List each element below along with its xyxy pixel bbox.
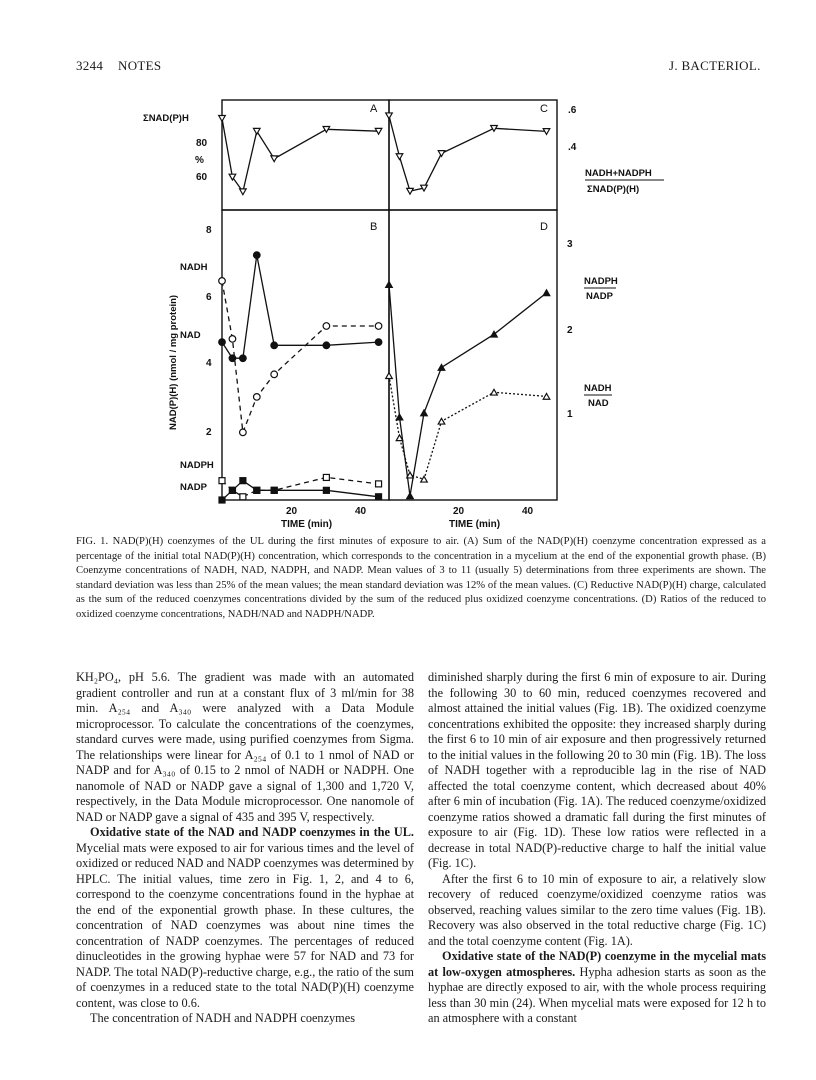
charge-numerator: NADH+NADPH: [585, 168, 652, 179]
ratio-nadph-num: NADPH: [584, 276, 618, 287]
data-point-b-1-6: [375, 339, 382, 346]
percent-label: %: [195, 155, 204, 166]
data-point-b-1-4: [271, 342, 278, 349]
data-point-d-1-2: [407, 472, 414, 478]
data-point-c-0-4: [438, 151, 445, 157]
data-point-b-2-2: [240, 494, 246, 500]
tick-d-3: 3: [567, 239, 573, 250]
data-point-b-0-3: [253, 394, 260, 401]
left-paragraph-2: [76, 825, 414, 1011]
ratio-nadh-num: NADH: [584, 383, 612, 394]
data-point-b-3-5: [323, 487, 329, 493]
data-point-b-3-4: [271, 487, 277, 493]
panel-letter-a: A: [370, 103, 378, 115]
series-line-a-0: [222, 118, 379, 191]
data-point-a-0-5: [323, 127, 330, 133]
x-tick-left-40: 40: [355, 506, 367, 517]
data-point-b-3-0: [219, 497, 225, 503]
plot-layer: [219, 113, 550, 503]
ratio-nadh-den: NAD: [588, 398, 609, 409]
tick-b-2: 2: [206, 427, 212, 438]
tick-c-04: .4: [568, 142, 577, 153]
series-line-d-0: [389, 285, 547, 496]
tick-d-1: 1: [567, 409, 573, 420]
data-point-c-0-3: [421, 185, 428, 191]
data-point-d-0-3: [421, 410, 428, 416]
data-point-c-0-2: [407, 188, 414, 194]
data-point-a-0-1: [229, 174, 236, 180]
data-point-c-0-6: [543, 129, 550, 135]
figure-caption: FIG. 1. NAD(P)(H) coenzymes of the UL during the first minutes of exposure to air. (A) Sum of the NAD(P)(H) coenzyme concentration expressed as a percentage of the initial total NAD(P)(H) concentration, which corresponds to the concentration in a mycelium at the end of the exponential growth phase. (B) Coenzyme concentrations of NADH, NAD, NADPH, and NADP. Mean values of 3 to 11 (usually 5) determinations from three experiments are shown. The standard deviation was less than 25% of the mean values; the mean standard deviation was 12% of the mean values. (C) Reductive NAD(P)(H) charge, calculated as the sum of the reduced coenzymes concentrations divided by the sum of the reduced plus oxidized coenzyme concentrations. (D) Ratios of the reduced to oxidized coenzyme concentrations, NADH/NAD and NADPH/NADP.: [76, 536, 766, 620]
panel-c-frame: [389, 100, 557, 210]
tick-d-2: 2: [567, 325, 573, 336]
y-axis-label-b: NAD(P)(H) (nmol / mg protein): [168, 294, 179, 430]
tick-a-80: 80: [196, 138, 208, 149]
data-point-d-1-0: [386, 373, 393, 379]
left-paragraph-3: The concentration of NADH and NADPH coenzymes: [90, 1011, 355, 1025]
section-heading-low-oxygen: Oxidative state of the NAD(P) coenzyme in the mycelial mats at low-oxygen atmospheres.: [428, 949, 766, 979]
figure-1: [0, 0, 816, 530]
data-point-b-0-1: [229, 336, 236, 343]
charge-denominator: ΣNAD(P)(H): [587, 184, 640, 195]
right-paragraph-1: diminished sharply during the first 6 min of exposure to air. During the following 30 to 60 min, reduced coenzymes recovered and almost attained the initial values (Fig. 1B). The oxidized coenzyme concentrations exhibited the opposite: they increased sharply during the first 6 to 10 min of air exposure and then progressively returned to the initial values in the following 20 to 30 min (Fig. 1B). The loss of NADH together with a reproducible lag in the rise of NAD affected the total coenzyme content, which decreased about 40% after 6 min of incubation (Fig. 1A). The reduced coenzyme/oxidized coenzyme ratios showed a dramatic fall during the first minutes of exposure to air (Fig. 1D). These low ratios were reflected in a decrease in total NAD(P)-reductive charge to half the initial value (Fig. 1C).: [428, 670, 766, 870]
right-column: [428, 670, 766, 1027]
x-tick-right-20: 20: [453, 506, 465, 517]
label-nad: NAD: [180, 330, 201, 341]
data-point-b-2-5: [323, 474, 329, 480]
panel-letter-c: C: [540, 103, 548, 115]
data-point-a-0-3: [253, 128, 260, 134]
label-nadp: NADP: [180, 482, 207, 493]
panel-b-frame: [222, 210, 389, 500]
panel-letter-b: B: [370, 221, 378, 233]
series-line-d-1: [389, 376, 547, 480]
x-axis-label-right: TIME (min): [449, 519, 501, 530]
data-point-b-1-5: [323, 342, 330, 349]
data-point-b-3-6: [376, 494, 382, 500]
data-point-b-2-0: [219, 478, 225, 484]
tick-a-60: 60: [196, 172, 208, 183]
label-nadph: NADPH: [180, 460, 214, 471]
data-point-b-1-0: [219, 339, 226, 346]
data-point-c-0-1: [396, 154, 403, 160]
data-point-b-3-1: [229, 487, 235, 493]
data-point-d-0-2: [407, 493, 414, 499]
data-point-b-0-4: [271, 371, 278, 378]
data-point-d-0-0: [386, 282, 393, 288]
sum-nadph-label: ΣNAD(P)H: [143, 113, 189, 124]
left-column: [76, 670, 414, 1027]
x-tick-right-40: 40: [522, 506, 534, 517]
data-point-c-0-0: [386, 113, 393, 119]
data-point-d-0-6: [543, 290, 550, 296]
data-point-b-0-2: [240, 429, 247, 436]
right-paragraph-3: [428, 949, 766, 1027]
panel-a-frame: [222, 100, 389, 210]
data-point-a-0-6: [375, 128, 382, 134]
data-point-b-0-0: [219, 278, 226, 285]
tick-b-8: 8: [206, 225, 212, 236]
data-point-b-0-5: [323, 323, 330, 330]
section-name: NOTES: [118, 58, 162, 73]
series-line-c-0: [389, 116, 547, 191]
left-paragraph-2-text: Mycelial mats were exposed to air for various times and the level of oxidized or reduced NAD and NADP coenzymes was determined by HPLC. The initial values, time zero in Fig. 1, 2, and 4 to 6, correspond to the coenzyme concentrations found in the hyphae at the end of the exponential growth phase. In these cultures, the concentration of NAD coenzymes was about nine times the concentration of NADP coenzymes. The percentages of reduced dinucleotides in the growing hyphae were 57 for NAD and 73 for NADP. The total NAD(P)-reductive charge, e.g., the ratio of the sum of coenzymes in a reduced state to the total NAD(P)(H) coenzyme content, was close to 0.6.: [76, 840, 414, 1010]
data-point-b-1-1: [229, 355, 236, 362]
data-point-d-1-3: [421, 476, 428, 482]
data-point-b-2-6: [376, 481, 382, 487]
data-point-d-1-5: [491, 389, 498, 395]
data-point-d-1-4: [438, 418, 445, 424]
page-number: 3244: [76, 58, 104, 73]
panel-d-frame: [389, 210, 557, 500]
right-paragraph-2: After the first 6 to 10 min of exposure to air, a relatively slow recovery of reduced coenzyme/oxidized coenzyme ratios was observed, reaching values similar to the zero time values (Fig. 1B). Recovery was also observed in the total reductive charge (Fig. 1C) and the total coenzyme content (Fig. 1A).: [428, 871, 766, 948]
data-point-b-0-6: [375, 323, 382, 330]
x-axis-label-left: TIME (min): [281, 519, 333, 530]
tick-b-4: 4: [206, 358, 212, 369]
series-line-b-1: [222, 255, 379, 358]
section-heading-ul: Oxidative state of the NAD and NADP coenzymes in the UL.: [90, 825, 414, 839]
left-paragraph-1: KH₂PO₄, pH 5.6. The gradient was made with an automated gradient controller and run at a constant flux of 3 ml/min for 38 min. A₂₅₄ and A₃₄₀ were analyzed with a Data Module microprocessor. To calculate the concentrations of the coenzymes, standard curves were made, using purified coenzymes from Sigma. The relationships were linear for A₂₅₄ of 0.1 to 1 nmol of NAD or NADP and for A₃₄₀ of 0.15 to 2 nmol of NADH or NADPH. One nanomole of NAD or NADP gave a signal of 1,300 and 1,720 V, respectively, in the Data Module microprocessor. One nanomole of NAD or NADP gave a signal of 435 and 395 V, respectively.: [76, 670, 414, 824]
x-tick-left-20: 20: [286, 506, 298, 517]
data-point-d-0-1: [396, 414, 403, 420]
right-paragraph-3-text: Hypha adhesion starts as soon as the hyphae are directly exposed to air, with the whole process requiring less than 30 min (24). When mycelial mats were exposed for 12 h to an atmosphere with a constant: [428, 964, 767, 1025]
data-point-b-3-3: [254, 487, 260, 493]
data-point-b-1-2: [240, 355, 247, 362]
data-point-b-1-3: [253, 252, 260, 259]
data-point-c-0-5: [491, 125, 498, 131]
tick-c-06: .6: [568, 105, 577, 116]
data-point-a-0-0: [219, 116, 226, 122]
label-nadh: NADH: [180, 262, 208, 273]
data-point-b-3-2: [240, 478, 246, 484]
tick-b-6: 6: [206, 292, 212, 303]
journal-name: J. BACTERIOL.: [669, 58, 761, 73]
data-point-d-1-6: [543, 393, 550, 399]
data-point-a-0-2: [240, 189, 247, 195]
data-point-a-0-4: [271, 156, 278, 162]
panel-letter-d: D: [540, 221, 548, 233]
ratio-nadph-den: NADP: [586, 291, 613, 302]
